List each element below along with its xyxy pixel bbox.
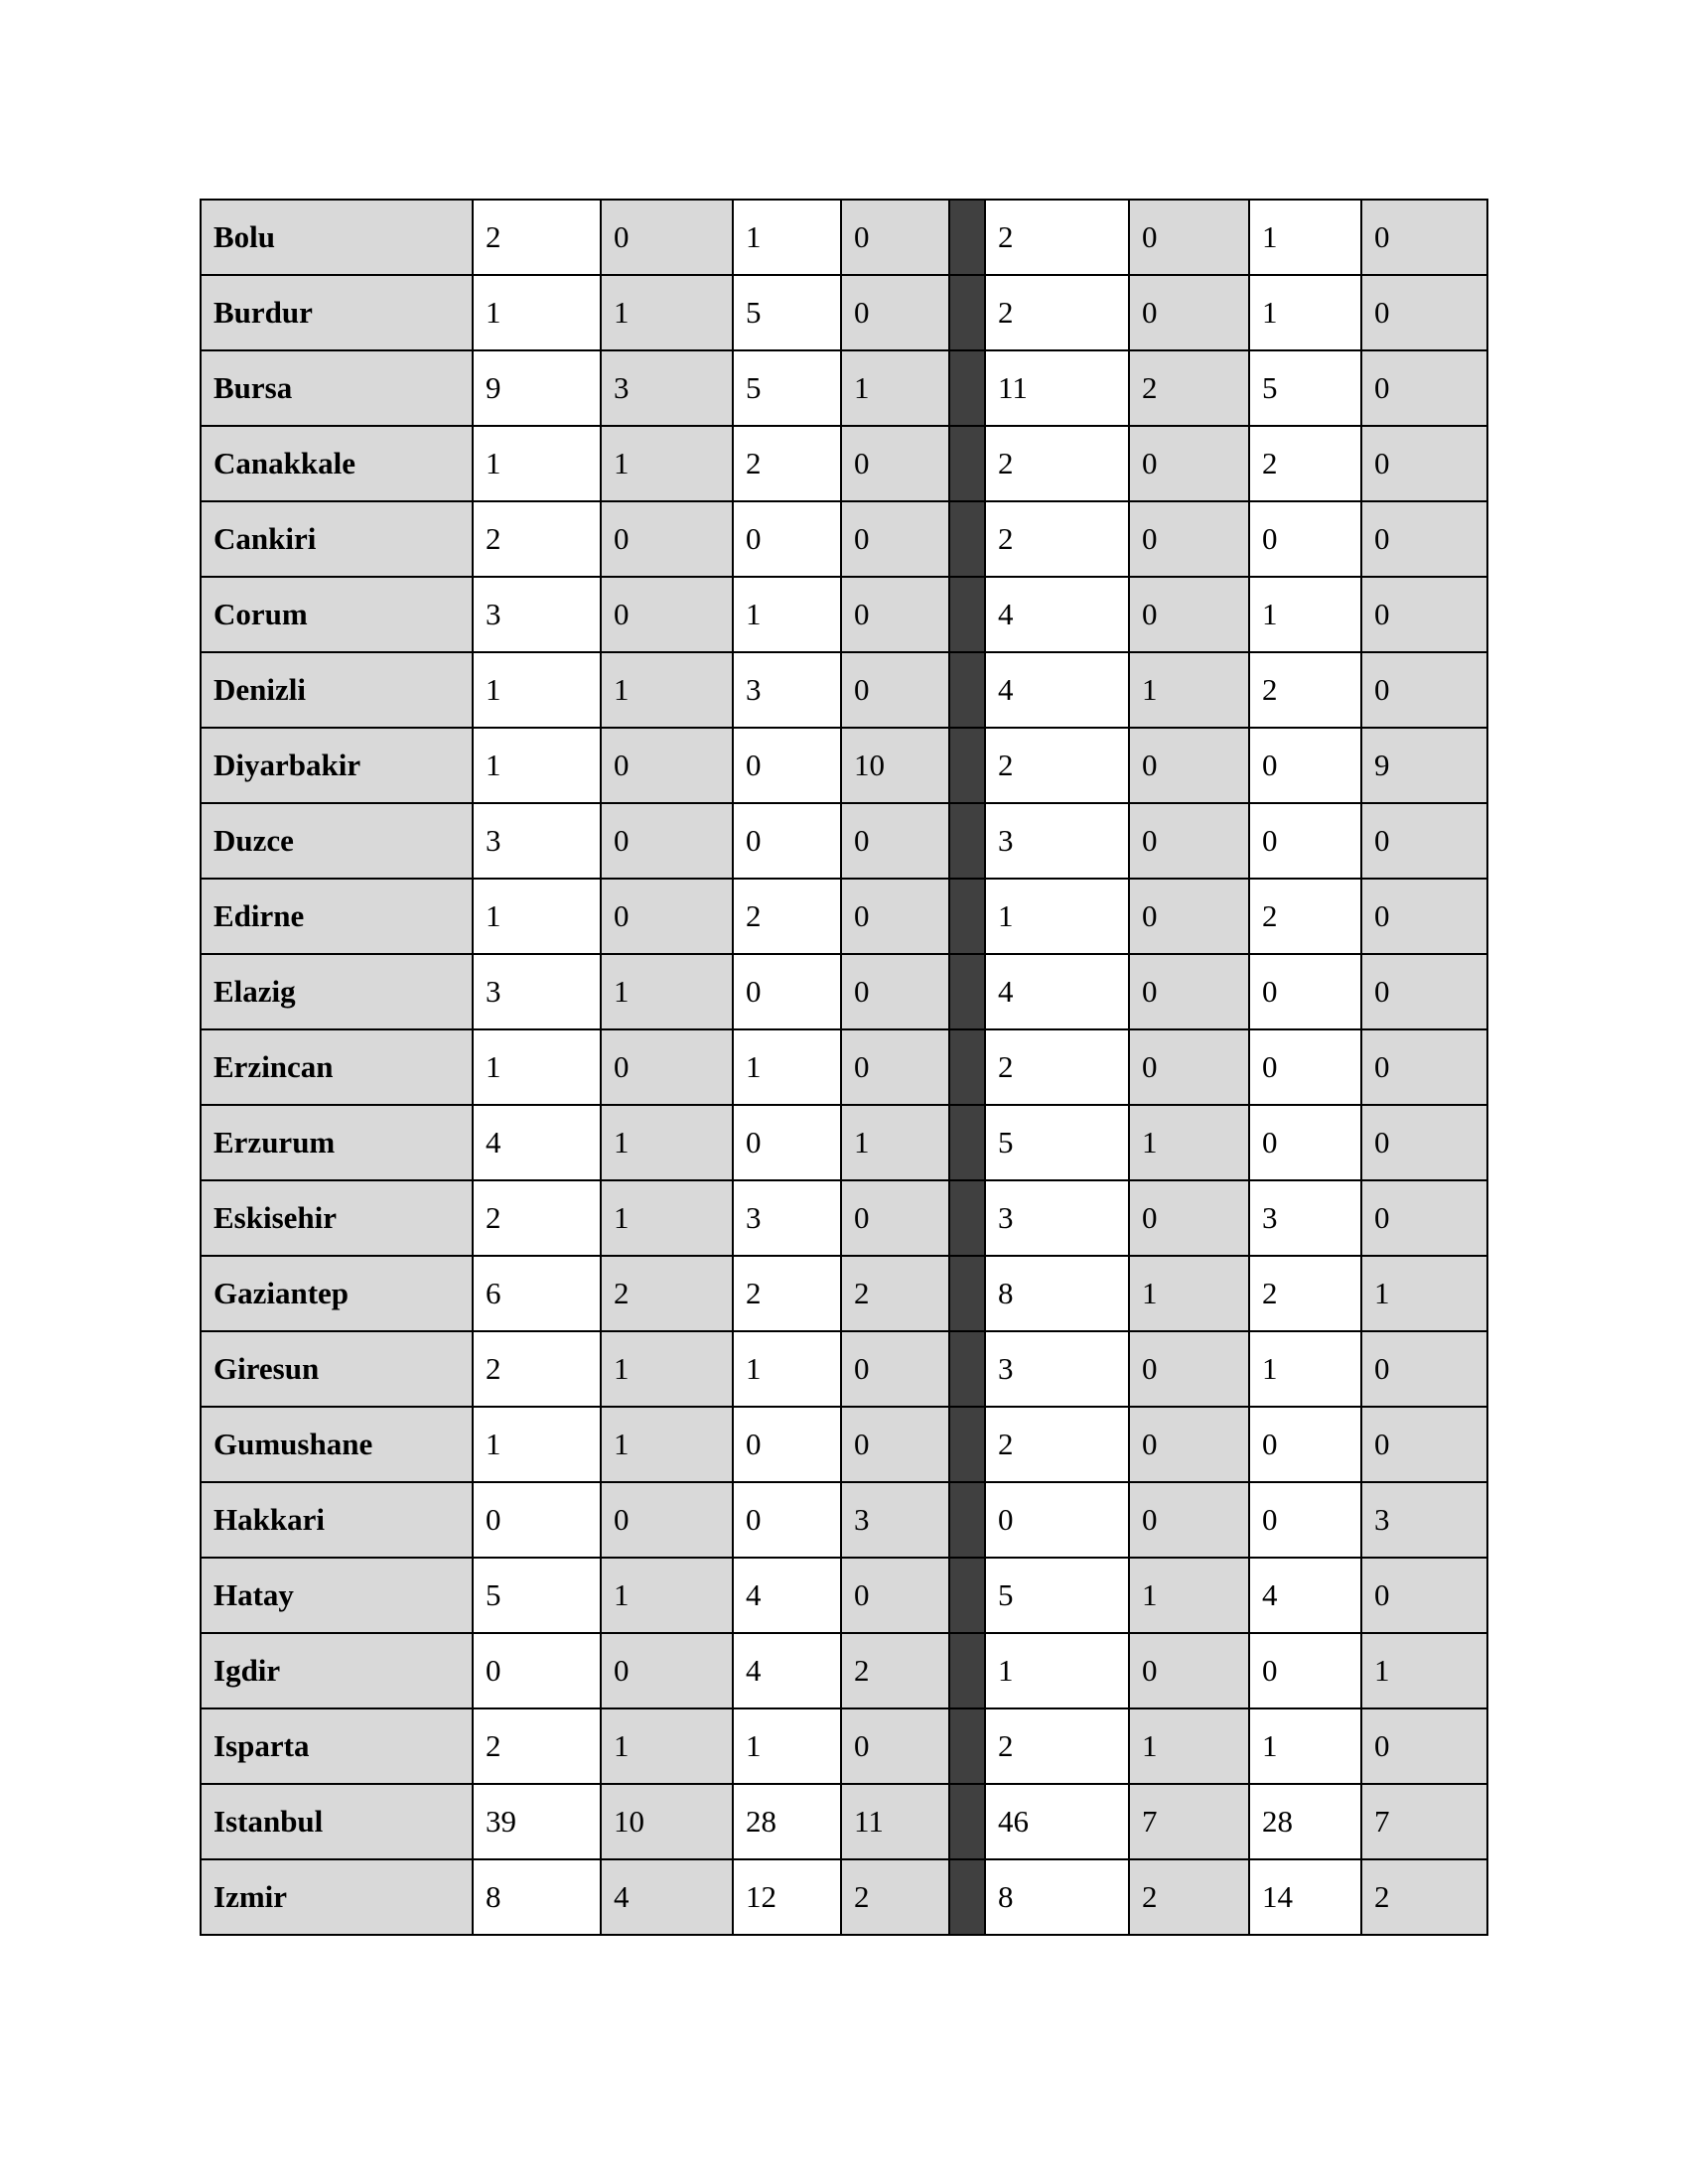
table-row bbox=[201, 1180, 1487, 1256]
right-value-cell-1: 46 bbox=[985, 1784, 1129, 1859]
right-value-cell-4: 0 bbox=[1361, 879, 1487, 954]
left-value-cell-2: 1 bbox=[601, 1708, 733, 1784]
left-value-cell-1: 3 bbox=[473, 577, 601, 652]
left-value-cell-4: 0 bbox=[841, 954, 949, 1029]
right-value-cell-3: 2 bbox=[1249, 652, 1361, 728]
left-value-cell-3: 4 bbox=[733, 1633, 841, 1708]
right-value-cell-2: 0 bbox=[1129, 1331, 1249, 1407]
right-value-cell-2: 2 bbox=[1129, 1859, 1249, 1935]
table-row bbox=[201, 954, 1487, 1029]
table-row bbox=[201, 426, 1487, 501]
right-value-cell-1: 0 bbox=[985, 1482, 1129, 1558]
right-value-cell-4: 0 bbox=[1361, 1331, 1487, 1407]
table-row bbox=[201, 1708, 1487, 1784]
left-value-cell-3: 28 bbox=[733, 1784, 841, 1859]
left-value-cell-4: 0 bbox=[841, 803, 949, 879]
right-value-cell-3: 0 bbox=[1249, 1482, 1361, 1558]
province-name-cell: Duzce bbox=[201, 803, 473, 879]
table-row bbox=[201, 1859, 1487, 1935]
column-separator bbox=[949, 1708, 985, 1784]
right-value-cell-4: 9 bbox=[1361, 728, 1487, 803]
province-name-cell: Igdir bbox=[201, 1633, 473, 1708]
left-value-cell-2: 1 bbox=[601, 1558, 733, 1633]
left-value-cell-1: 1 bbox=[473, 426, 601, 501]
table-row bbox=[201, 1407, 1487, 1482]
right-value-cell-2: 0 bbox=[1129, 1633, 1249, 1708]
left-value-cell-1: 0 bbox=[473, 1482, 601, 1558]
left-value-cell-1: 0 bbox=[473, 1633, 601, 1708]
left-value-cell-1: 1 bbox=[473, 1407, 601, 1482]
right-value-cell-4: 0 bbox=[1361, 350, 1487, 426]
province-table bbox=[200, 199, 1488, 1936]
right-value-cell-4: 0 bbox=[1361, 577, 1487, 652]
left-value-cell-3: 2 bbox=[733, 426, 841, 501]
right-value-cell-2: 1 bbox=[1129, 1558, 1249, 1633]
left-value-cell-3: 0 bbox=[733, 728, 841, 803]
table-row bbox=[201, 350, 1487, 426]
table-row bbox=[201, 1256, 1487, 1331]
left-value-cell-4: 0 bbox=[841, 879, 949, 954]
left-value-cell-4: 0 bbox=[841, 200, 949, 275]
left-value-cell-2: 10 bbox=[601, 1784, 733, 1859]
left-value-cell-4: 1 bbox=[841, 1105, 949, 1180]
province-name-cell: Gumushane bbox=[201, 1407, 473, 1482]
table-row bbox=[201, 1482, 1487, 1558]
right-value-cell-2: 1 bbox=[1129, 652, 1249, 728]
left-value-cell-4: 2 bbox=[841, 1256, 949, 1331]
right-value-cell-3: 1 bbox=[1249, 275, 1361, 350]
right-value-cell-4: 0 bbox=[1361, 501, 1487, 577]
right-value-cell-1: 2 bbox=[985, 1708, 1129, 1784]
left-value-cell-2: 4 bbox=[601, 1859, 733, 1935]
table-row bbox=[201, 275, 1487, 350]
left-value-cell-4: 0 bbox=[841, 1331, 949, 1407]
right-value-cell-4: 0 bbox=[1361, 1407, 1487, 1482]
left-value-cell-3: 3 bbox=[733, 1180, 841, 1256]
left-value-cell-4: 0 bbox=[841, 1407, 949, 1482]
table-row bbox=[201, 1331, 1487, 1407]
left-value-cell-3: 5 bbox=[733, 350, 841, 426]
right-value-cell-3: 0 bbox=[1249, 1029, 1361, 1105]
right-value-cell-2: 1 bbox=[1129, 1256, 1249, 1331]
right-value-cell-3: 0 bbox=[1249, 803, 1361, 879]
province-name-cell: Izmir bbox=[201, 1859, 473, 1935]
left-value-cell-1: 3 bbox=[473, 954, 601, 1029]
left-value-cell-1: 1 bbox=[473, 879, 601, 954]
left-value-cell-2: 0 bbox=[601, 1029, 733, 1105]
left-value-cell-2: 1 bbox=[601, 1331, 733, 1407]
right-value-cell-3: 0 bbox=[1249, 728, 1361, 803]
left-value-cell-2: 0 bbox=[601, 728, 733, 803]
left-value-cell-4: 0 bbox=[841, 426, 949, 501]
right-value-cell-4: 0 bbox=[1361, 200, 1487, 275]
left-value-cell-2: 0 bbox=[601, 1633, 733, 1708]
left-value-cell-3: 0 bbox=[733, 954, 841, 1029]
province-name-cell: Bursa bbox=[201, 350, 473, 426]
left-value-cell-1: 1 bbox=[473, 652, 601, 728]
column-separator bbox=[949, 1105, 985, 1180]
table-row bbox=[201, 879, 1487, 954]
left-value-cell-3: 3 bbox=[733, 652, 841, 728]
right-value-cell-4: 0 bbox=[1361, 1180, 1487, 1256]
right-value-cell-1: 11 bbox=[985, 350, 1129, 426]
province-name-cell: Elazig bbox=[201, 954, 473, 1029]
column-separator bbox=[949, 1180, 985, 1256]
left-value-cell-2: 3 bbox=[601, 350, 733, 426]
left-value-cell-2: 0 bbox=[601, 501, 733, 577]
right-value-cell-2: 0 bbox=[1129, 954, 1249, 1029]
right-value-cell-3: 28 bbox=[1249, 1784, 1361, 1859]
right-value-cell-3: 0 bbox=[1249, 1105, 1361, 1180]
left-value-cell-1: 1 bbox=[473, 728, 601, 803]
right-value-cell-1: 2 bbox=[985, 1029, 1129, 1105]
right-value-cell-2: 0 bbox=[1129, 728, 1249, 803]
right-value-cell-3: 2 bbox=[1249, 426, 1361, 501]
column-separator bbox=[949, 1029, 985, 1105]
left-value-cell-1: 1 bbox=[473, 1029, 601, 1105]
left-value-cell-3: 0 bbox=[733, 1105, 841, 1180]
left-value-cell-4: 2 bbox=[841, 1859, 949, 1935]
province-name-cell: Burdur bbox=[201, 275, 473, 350]
right-value-cell-1: 3 bbox=[985, 1331, 1129, 1407]
column-separator bbox=[949, 652, 985, 728]
left-value-cell-4: 0 bbox=[841, 1708, 949, 1784]
right-value-cell-4: 7 bbox=[1361, 1784, 1487, 1859]
right-value-cell-2: 0 bbox=[1129, 426, 1249, 501]
right-value-cell-4: 1 bbox=[1361, 1633, 1487, 1708]
left-value-cell-3: 2 bbox=[733, 1256, 841, 1331]
right-value-cell-1: 1 bbox=[985, 1633, 1129, 1708]
column-separator bbox=[949, 426, 985, 501]
table-row bbox=[201, 652, 1487, 728]
province-name-cell: Eskisehir bbox=[201, 1180, 473, 1256]
right-value-cell-3: 4 bbox=[1249, 1558, 1361, 1633]
table-row bbox=[201, 803, 1487, 879]
right-value-cell-3: 0 bbox=[1249, 954, 1361, 1029]
right-value-cell-4: 0 bbox=[1361, 1105, 1487, 1180]
right-value-cell-1: 4 bbox=[985, 577, 1129, 652]
right-value-cell-1: 2 bbox=[985, 200, 1129, 275]
column-separator bbox=[949, 954, 985, 1029]
left-value-cell-1: 5 bbox=[473, 1558, 601, 1633]
left-value-cell-3: 0 bbox=[733, 803, 841, 879]
right-value-cell-3: 0 bbox=[1249, 1633, 1361, 1708]
left-value-cell-2: 0 bbox=[601, 577, 733, 652]
left-value-cell-2: 1 bbox=[601, 1407, 733, 1482]
left-value-cell-2: 1 bbox=[601, 275, 733, 350]
left-value-cell-1: 2 bbox=[473, 1180, 601, 1256]
right-value-cell-1: 2 bbox=[985, 1407, 1129, 1482]
left-value-cell-4: 3 bbox=[841, 1482, 949, 1558]
column-separator bbox=[949, 1784, 985, 1859]
left-value-cell-1: 1 bbox=[473, 275, 601, 350]
right-value-cell-4: 0 bbox=[1361, 275, 1487, 350]
column-separator bbox=[949, 879, 985, 954]
column-separator bbox=[949, 501, 985, 577]
right-value-cell-2: 0 bbox=[1129, 1482, 1249, 1558]
province-name-cell: Erzincan bbox=[201, 1029, 473, 1105]
left-value-cell-4: 2 bbox=[841, 1633, 949, 1708]
left-value-cell-4: 0 bbox=[841, 652, 949, 728]
province-name-cell: Hatay bbox=[201, 1558, 473, 1633]
table-row bbox=[201, 577, 1487, 652]
table-row bbox=[201, 1633, 1487, 1708]
right-value-cell-2: 2 bbox=[1129, 350, 1249, 426]
province-name-cell: Canakkale bbox=[201, 426, 473, 501]
right-value-cell-1: 4 bbox=[985, 954, 1129, 1029]
left-value-cell-3: 0 bbox=[733, 1407, 841, 1482]
right-value-cell-3: 1 bbox=[1249, 577, 1361, 652]
left-value-cell-2: 0 bbox=[601, 200, 733, 275]
left-value-cell-3: 1 bbox=[733, 1029, 841, 1105]
left-value-cell-2: 1 bbox=[601, 954, 733, 1029]
column-separator bbox=[949, 728, 985, 803]
left-value-cell-1: 2 bbox=[473, 501, 601, 577]
left-value-cell-1: 6 bbox=[473, 1256, 601, 1331]
left-value-cell-1: 3 bbox=[473, 803, 601, 879]
province-name-cell: Giresun bbox=[201, 1331, 473, 1407]
right-value-cell-4: 0 bbox=[1361, 954, 1487, 1029]
province-name-cell: Bolu bbox=[201, 200, 473, 275]
right-value-cell-2: 0 bbox=[1129, 275, 1249, 350]
left-value-cell-1: 2 bbox=[473, 200, 601, 275]
province-name-cell: Diyarbakir bbox=[201, 728, 473, 803]
column-separator bbox=[949, 1482, 985, 1558]
table-row bbox=[201, 501, 1487, 577]
left-value-cell-3: 2 bbox=[733, 879, 841, 954]
left-value-cell-2: 1 bbox=[601, 1180, 733, 1256]
left-value-cell-4: 0 bbox=[841, 1180, 949, 1256]
right-value-cell-1: 3 bbox=[985, 1180, 1129, 1256]
left-value-cell-1: 2 bbox=[473, 1331, 601, 1407]
right-value-cell-3: 5 bbox=[1249, 350, 1361, 426]
table-row bbox=[201, 1105, 1487, 1180]
right-value-cell-2: 0 bbox=[1129, 879, 1249, 954]
column-separator bbox=[949, 350, 985, 426]
right-value-cell-3: 1 bbox=[1249, 200, 1361, 275]
column-separator bbox=[949, 1256, 985, 1331]
column-separator bbox=[949, 1558, 985, 1633]
right-value-cell-1: 5 bbox=[985, 1105, 1129, 1180]
right-value-cell-4: 0 bbox=[1361, 803, 1487, 879]
table-row bbox=[201, 1784, 1487, 1859]
right-value-cell-1: 2 bbox=[985, 501, 1129, 577]
table-row bbox=[201, 200, 1487, 275]
right-value-cell-4: 0 bbox=[1361, 652, 1487, 728]
province-name-cell: Isparta bbox=[201, 1708, 473, 1784]
right-value-cell-3: 3 bbox=[1249, 1180, 1361, 1256]
right-value-cell-4: 1 bbox=[1361, 1256, 1487, 1331]
column-separator bbox=[949, 200, 985, 275]
column-separator bbox=[949, 275, 985, 350]
left-value-cell-3: 1 bbox=[733, 1331, 841, 1407]
right-value-cell-1: 4 bbox=[985, 652, 1129, 728]
column-separator bbox=[949, 1633, 985, 1708]
column-separator bbox=[949, 1331, 985, 1407]
right-value-cell-2: 1 bbox=[1129, 1708, 1249, 1784]
left-value-cell-2: 0 bbox=[601, 879, 733, 954]
right-value-cell-4: 3 bbox=[1361, 1482, 1487, 1558]
province-name-cell: Denizli bbox=[201, 652, 473, 728]
right-value-cell-4: 0 bbox=[1361, 1558, 1487, 1633]
right-value-cell-3: 0 bbox=[1249, 501, 1361, 577]
right-value-cell-4: 0 bbox=[1361, 1708, 1487, 1784]
left-value-cell-2: 1 bbox=[601, 652, 733, 728]
left-value-cell-3: 5 bbox=[733, 275, 841, 350]
left-value-cell-4: 0 bbox=[841, 501, 949, 577]
left-value-cell-2: 1 bbox=[601, 1105, 733, 1180]
right-value-cell-1: 8 bbox=[985, 1859, 1129, 1935]
left-value-cell-4: 0 bbox=[841, 1029, 949, 1105]
right-value-cell-1: 2 bbox=[985, 426, 1129, 501]
left-value-cell-2: 1 bbox=[601, 426, 733, 501]
province-name-cell: Erzurum bbox=[201, 1105, 473, 1180]
right-value-cell-2: 0 bbox=[1129, 1407, 1249, 1482]
left-value-cell-1: 39 bbox=[473, 1784, 601, 1859]
left-value-cell-1: 8 bbox=[473, 1859, 601, 1935]
left-value-cell-4: 10 bbox=[841, 728, 949, 803]
table-row bbox=[201, 728, 1487, 803]
right-value-cell-4: 0 bbox=[1361, 426, 1487, 501]
right-value-cell-3: 1 bbox=[1249, 1708, 1361, 1784]
table-row bbox=[201, 1029, 1487, 1105]
right-value-cell-2: 0 bbox=[1129, 200, 1249, 275]
right-value-cell-1: 2 bbox=[985, 728, 1129, 803]
left-value-cell-4: 0 bbox=[841, 275, 949, 350]
left-value-cell-1: 9 bbox=[473, 350, 601, 426]
right-value-cell-1: 3 bbox=[985, 803, 1129, 879]
left-value-cell-2: 2 bbox=[601, 1256, 733, 1331]
province-name-cell: Istanbul bbox=[201, 1784, 473, 1859]
right-value-cell-2: 0 bbox=[1129, 803, 1249, 879]
right-value-cell-2: 0 bbox=[1129, 1029, 1249, 1105]
province-name-cell: Cankiri bbox=[201, 501, 473, 577]
right-value-cell-4: 0 bbox=[1361, 1029, 1487, 1105]
right-value-cell-3: 2 bbox=[1249, 1256, 1361, 1331]
table-row bbox=[201, 1558, 1487, 1633]
right-value-cell-1: 5 bbox=[985, 1558, 1129, 1633]
province-name-cell: Hakkari bbox=[201, 1482, 473, 1558]
left-value-cell-1: 4 bbox=[473, 1105, 601, 1180]
right-value-cell-3: 2 bbox=[1249, 879, 1361, 954]
left-value-cell-3: 1 bbox=[733, 1708, 841, 1784]
column-separator bbox=[949, 1859, 985, 1935]
left-value-cell-3: 1 bbox=[733, 577, 841, 652]
left-value-cell-3: 1 bbox=[733, 200, 841, 275]
left-value-cell-4: 1 bbox=[841, 350, 949, 426]
right-value-cell-2: 0 bbox=[1129, 577, 1249, 652]
right-value-cell-1: 1 bbox=[985, 879, 1129, 954]
province-name-cell: Edirne bbox=[201, 879, 473, 954]
right-value-cell-3: 1 bbox=[1249, 1331, 1361, 1407]
right-value-cell-4: 2 bbox=[1361, 1859, 1487, 1935]
left-value-cell-3: 4 bbox=[733, 1558, 841, 1633]
left-value-cell-2: 0 bbox=[601, 803, 733, 879]
right-value-cell-3: 0 bbox=[1249, 1407, 1361, 1482]
left-value-cell-3: 0 bbox=[733, 501, 841, 577]
left-value-cell-3: 12 bbox=[733, 1859, 841, 1935]
column-separator bbox=[949, 1407, 985, 1482]
right-value-cell-2: 0 bbox=[1129, 501, 1249, 577]
left-value-cell-4: 11 bbox=[841, 1784, 949, 1859]
right-value-cell-3: 14 bbox=[1249, 1859, 1361, 1935]
column-separator bbox=[949, 577, 985, 652]
right-value-cell-2: 1 bbox=[1129, 1105, 1249, 1180]
left-value-cell-4: 0 bbox=[841, 1558, 949, 1633]
province-name-cell: Gaziantep bbox=[201, 1256, 473, 1331]
right-value-cell-1: 8 bbox=[985, 1256, 1129, 1331]
left-value-cell-4: 0 bbox=[841, 577, 949, 652]
province-name-cell: Corum bbox=[201, 577, 473, 652]
left-value-cell-2: 0 bbox=[601, 1482, 733, 1558]
right-value-cell-1: 2 bbox=[985, 275, 1129, 350]
left-value-cell-1: 2 bbox=[473, 1708, 601, 1784]
right-value-cell-2: 0 bbox=[1129, 1180, 1249, 1256]
column-separator bbox=[949, 803, 985, 879]
right-value-cell-2: 7 bbox=[1129, 1784, 1249, 1859]
left-value-cell-3: 0 bbox=[733, 1482, 841, 1558]
table-body bbox=[201, 200, 1487, 1935]
